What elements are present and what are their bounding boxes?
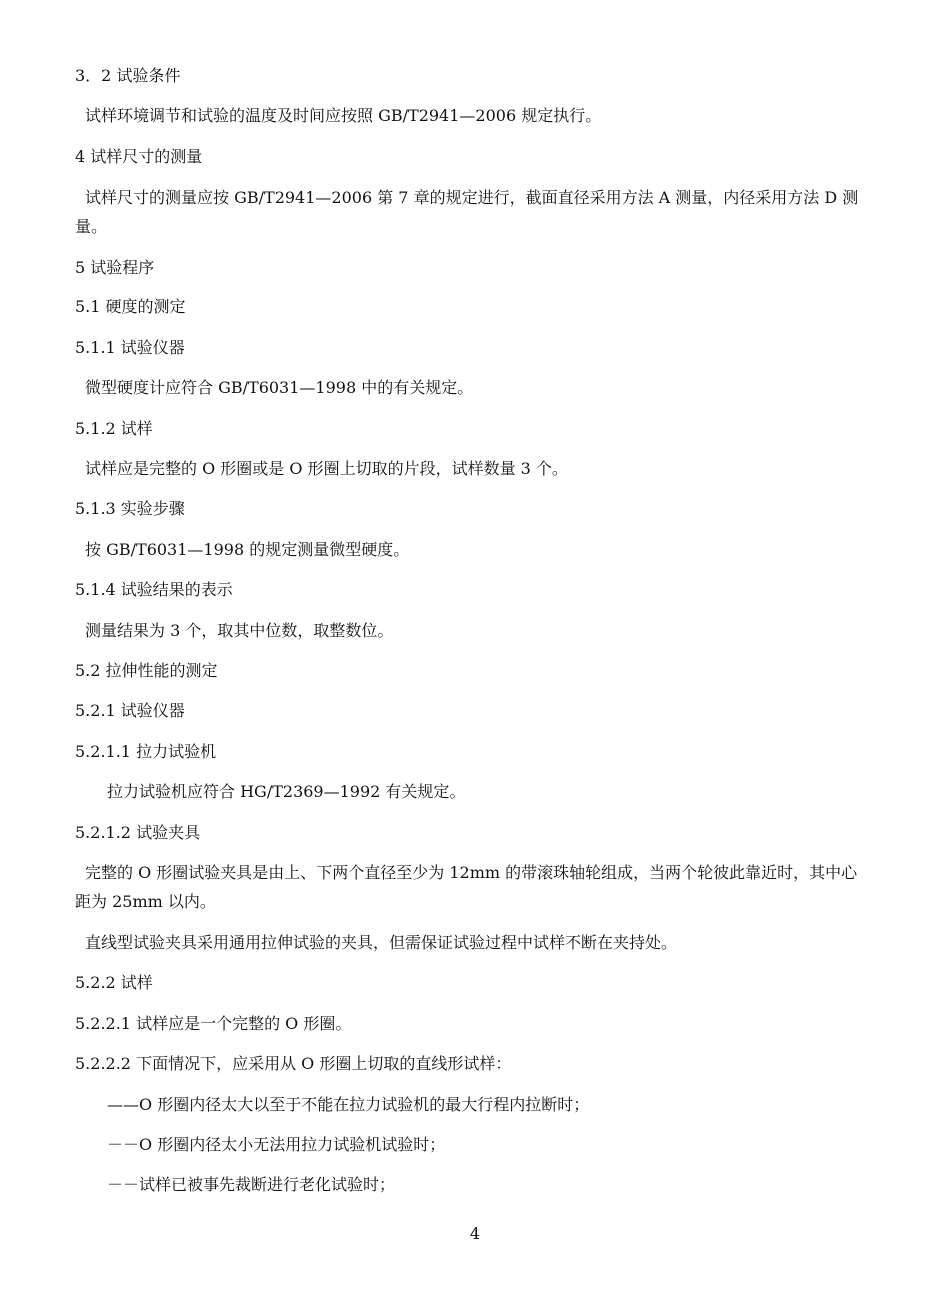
list-item: －－O 形圈内径太小无法用拉力试验机试验时；	[107, 1135, 446, 1154]
heading-5: 5 试验程序	[75, 258, 155, 277]
heading-5-2-1-1: 5.2.1.1 拉力试验机	[75, 742, 217, 761]
heading-5-1-2: 5.1.2 试样	[75, 419, 153, 438]
paragraph: 试样应是完整的 O 形圈或是 O 形圈上切取的片段，试样数量 3 个。	[85, 459, 568, 478]
paragraph: 试样环境调节和试验的温度及时间应按照 GB/T2941—2006 规定执行。	[85, 106, 602, 125]
heading-5-2-2-1: 5.2.2.1 试样应是一个完整的 O 形圈。	[75, 1014, 352, 1033]
heading-5-1-4: 5.1.4 试验结果的表示	[75, 580, 233, 599]
heading-5-2: 5.2 拉伸性能的测定	[75, 661, 218, 680]
paragraph: 直线型试验夹具采用通用拉伸试验的夹具，但需保证试验过程中试样不断在夹持处。	[85, 933, 678, 952]
heading-5-2-1: 5.2.1 试验仪器	[75, 701, 185, 720]
heading-3-2: 3．2 试验条件	[75, 66, 181, 85]
paragraph: 微型硬度计应符合 GB/T6031—1998 中的有关规定。	[85, 378, 474, 397]
paragraph: 按 GB/T6031—1998 的规定测量微型硬度。	[85, 540, 410, 559]
heading-5-1: 5.1 硬度的测定	[75, 297, 186, 316]
list-item: ——O 形圈内径太大以至于不能在拉力试验机的最大行程内拉断时；	[107, 1095, 590, 1114]
list-item: －－试样已被事先裁断进行老化试验时；	[107, 1175, 396, 1194]
paragraph: 试样尺寸的测量应按 GB/T2941—2006 第 7 章的规定进行，截面直径采用方法 A 测量，内径采用方法 D 测量。	[75, 188, 859, 236]
heading-5-2-2-2: 5.2.2.2 下面情况下，应采用从 O 形圈上切取的直线形试样：	[75, 1054, 512, 1073]
paragraph: 拉力试验机应符合 HG/T2369—1992 有关规定。	[107, 782, 466, 801]
paragraph: 完整的 O 形圈试验夹具是由上、下两个直径至少为 12mm 的带滚珠轴轮组成，当两个轮彼此靠近时，其中心距为 25mm 以内。	[75, 863, 858, 911]
heading-5-2-2: 5.2.2 试样	[75, 973, 153, 992]
heading-4: 4 试样尺寸的测量	[75, 147, 203, 166]
paragraph: 测量结果为 3 个，取其中位数，取整数位。	[85, 621, 394, 640]
heading-5-1-3: 5.1.3 实验步骤	[75, 499, 185, 518]
heading-5-1-1: 5.1.1 试验仪器	[75, 338, 185, 357]
page-number: 4	[469, 1224, 481, 1243]
heading-5-2-1-2: 5.2.1.2 试验夹具	[75, 823, 201, 842]
